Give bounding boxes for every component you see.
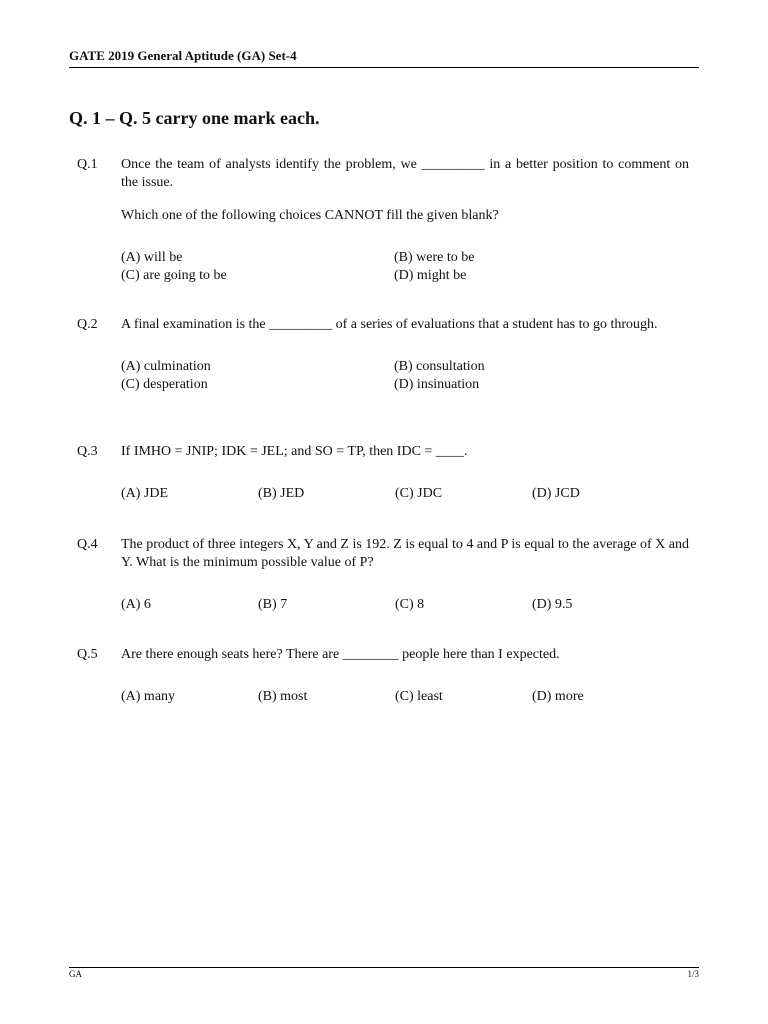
question-number: Q.1 [77,157,98,172]
option-c: (C) 8 [395,597,425,612]
option-a: (A) will be [121,250,183,265]
option-a: (A) JDE [121,486,169,501]
option-d: (D) JCD [532,486,580,501]
footer-left: GA [69,969,82,979]
question-number: Q.5 [77,647,98,662]
page-footer [69,967,699,979]
question-number: Q.3 [77,444,98,459]
option-c: (C) least [395,689,443,704]
option-a: (A) culmination [121,359,211,374]
section-title: Q. 1 – Q. 5 carry one mark each. [69,108,320,128]
question-1 [77,156,689,285]
question-text: If IMHO = JNIP; IDK = JEL; and SO = TP, then IDC = ____. [121,444,468,459]
option-c: (C) JDC [395,486,443,501]
option-b: (B) JED [258,486,305,501]
option-d: (D) insinuation [394,377,480,392]
option-b: (B) most [258,689,308,704]
option-b: (B) consultation [394,359,485,374]
options [121,596,689,614]
option-d: (D) might be [394,268,467,283]
options [121,249,689,285]
option-d: (D) more [532,689,584,704]
option-a: (A) 6 [121,597,151,612]
options [121,688,689,706]
question-2 [77,316,689,394]
page-header [69,47,699,68]
question-text: Are there enough seats here? There are ________ people here than I expected. [121,647,560,662]
question-4 [77,536,689,614]
question-3 [77,443,689,503]
options [121,485,689,503]
option-c: (C) are going to be [121,268,227,283]
options [121,358,689,394]
option-b: (B) were to be [394,250,475,265]
page-number: 1/3 [687,969,699,979]
question-text: The product of three integers X, Y and Z is 192. Z is equal to 4 and P is equal to the average of X and Y. What is the minimum possible value of P? [121,537,690,570]
option-b: (B) 7 [258,597,288,612]
question-subtext: Which one of the following choices CANNOT fill the given blank? [121,208,499,223]
question-number: Q.2 [77,317,98,332]
header-title: GATE 2019 General Aptitude (GA) Set-4 [69,48,297,63]
question-number: Q.4 [77,537,98,552]
option-c: (C) desperation [121,377,208,392]
question-5 [77,646,689,706]
question-text: Once the team of analysts identify the problem, we _________ in a better position to comment on the issue. [121,157,689,190]
option-d: (D) 9.5 [532,597,573,612]
question-text: A final examination is the _________ of a series of evaluations that a student has to go through. [121,317,658,332]
option-a: (A) many [121,689,176,704]
